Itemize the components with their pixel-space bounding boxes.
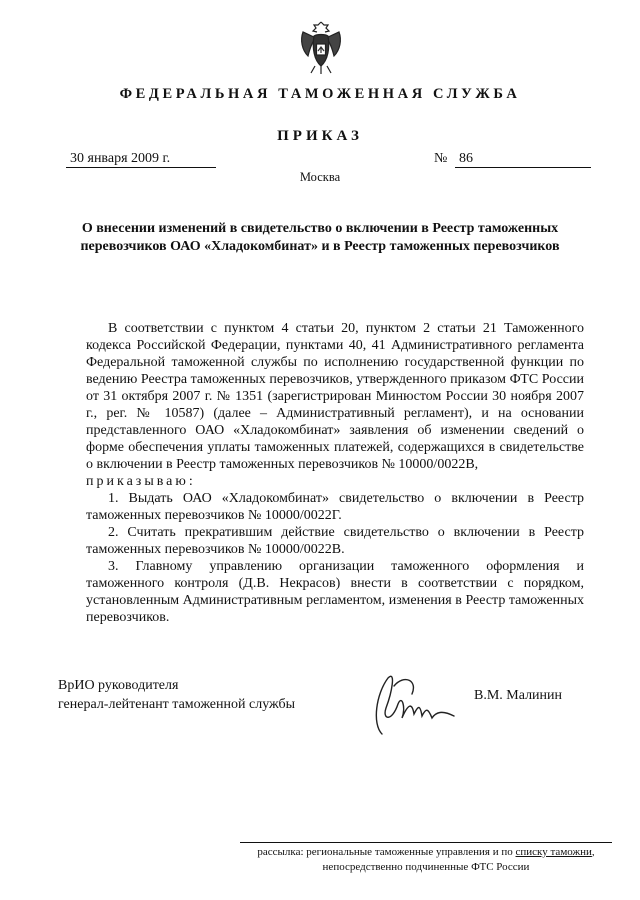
city: Москва — [299, 170, 341, 184]
position-line-1: ВрИО руководителя — [58, 678, 179, 693]
document-type: ПРИКАЗ — [277, 128, 363, 144]
agency-name: ФЕДЕРАЛЬНАЯ ТАМОЖЕННАЯ СЛУЖБА — [119, 86, 521, 102]
signatory-name: В.М. Малинин — [474, 688, 563, 703]
handwritten-signature — [362, 664, 472, 744]
distribution-line-1 — [240, 845, 612, 860]
signatory-position — [58, 676, 295, 714]
order-item: 1. Выдать ОАО «Хладокомбинат» свидетельство о включении в Реестр таможенных перевозчиков № 10000/0022Г. — [86, 491, 584, 523]
order-item: 2. Считать прекратившим действие свидетельство о включении в Реестр таможенных перевозчиков № 10000/0022В. — [86, 525, 584, 557]
position-line-2: генерал-лейтенант таможенной службы — [58, 697, 296, 712]
order-number: 86 — [455, 150, 591, 168]
order-date: 30 января 2009 г. — [66, 150, 216, 168]
order-number-label: № — [434, 151, 448, 166]
order-body — [86, 320, 584, 626]
distribution-line-2: непосредственно подчиненные ФТС России — [322, 861, 530, 873]
distribution-suffix: , — [591, 846, 595, 858]
distribution-list — [240, 842, 612, 875]
coat-of-arms-icon — [298, 18, 344, 78]
order-item: 3. Главному управлению организации таможенного оформления и таможенного контроля (Д.В. Некрасов) внести в соответствии с порядком, установленным Административным регламентом, изменения в Реестр таможенных перевозчиков. — [86, 559, 584, 625]
distribution-prefix: рассылка: региональные таможенные управления и по — [257, 846, 516, 858]
preamble-paragraph: В соответствии с пунктом 4 статьи 20, пунктом 2 статьи 21 Таможенного кодекса Российской Федерации, пунктами 40, 41 Административного регламента Федеральной таможенной службы по исполнению государственной функции по ведению Реестра таможенных перевозчиков, утвержденного приказом ФТС России от 31 октября 2007 г. № 1351 (зарегистрирован Минюстом России 30 ноября 2007 г., рег. № 10587) (далее – Административный регламент), и на основании представленного ОАО «Хладокомбинат» заявления об изменении сведений о форме обеспечения уплаты таможенных платежей, содержащихся в свидетельстве о включении в Реестр таможенных перевозчиков № 10000/0022В, — [86, 321, 584, 472]
order-word: приказываю: — [86, 474, 196, 489]
order-subject: О внесении изменений в свидетельство о включении в Реестр таможенных перевозчиков ОАО «Хладокомбинат» и в Реестр таможенных перевозчиков — [80, 221, 560, 254]
distribution-underlined: списку таможни — [515, 846, 592, 858]
